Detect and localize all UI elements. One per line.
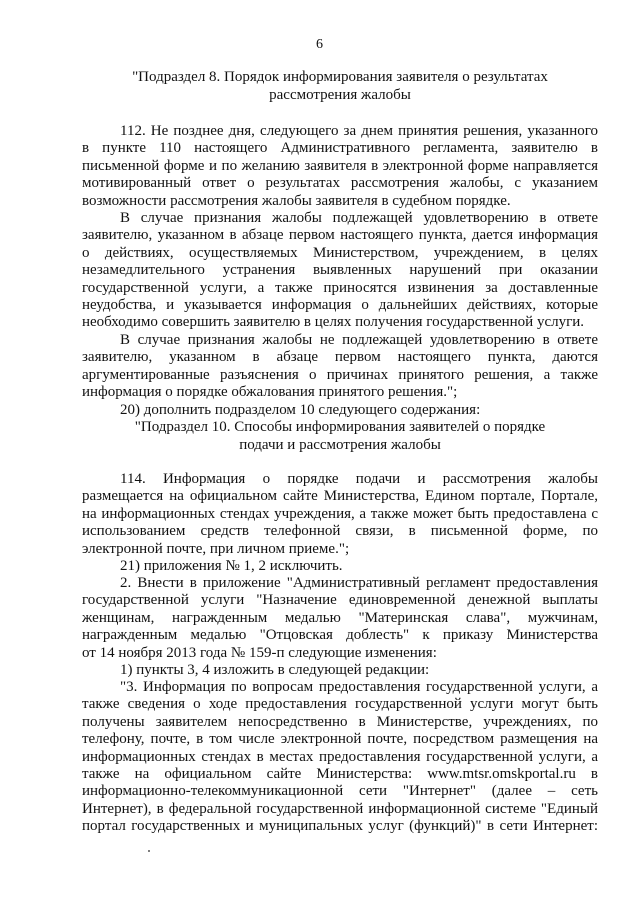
text-line: заявителю, указанном в абзаце первом настоящего пункта, даются <box>82 349 598 366</box>
text-line: 2. Внести в приложение "Административный регламент предоставления <box>120 575 598 591</box>
item-1-points <box>82 662 598 679</box>
text-line: незамедлительного устранения выявленных нарушений при оказании <box>82 262 598 279</box>
heading-line: подачи и рассмотрения жалобы <box>239 436 441 453</box>
text-line: государственной услуги "Назначение единовременной денежной выплаты <box>82 592 598 609</box>
text-line: мотивированный ответ о результатах рассмотрения жалобы, с указанием <box>82 175 598 192</box>
text-line: размещается на официальном сайте Министерства, Едином портале, Портале, <box>82 488 598 505</box>
heading-line: рассмотрения жалобы <box>269 86 411 103</box>
text-line: награжденным медалью "Отцовская доблесть" к приказу Министерства <box>82 627 598 644</box>
text-line: портал государственных и муниципальных услуг (функций)" в сети Интернет: <box>82 818 598 835</box>
scan-dot <box>148 850 150 852</box>
text-line: получены заявителем непосредственно в Министерстве, учреждениях, по <box>82 713 598 730</box>
text-line: в пункте 110 настоящего Административного регламента, заявителю в <box>82 140 598 157</box>
text-line: неудобства, и указывается информация о дальнейших действиях, которые <box>82 296 598 313</box>
text-line: заявителю, указанном в абзаце первом настоящего пункта, дается информация <box>82 227 598 244</box>
subsection-8-heading <box>82 69 598 104</box>
paragraph-114 <box>82 471 598 558</box>
text-line: необходимо совершить заявителю в целях получения государственной услуги. <box>82 314 585 331</box>
text-line: также на официальном сайте Министерства: www.mtsr.omskportal.ru в <box>82 765 598 782</box>
text-line: информационных стендах в местах предоставления государственной услуги, а <box>82 748 598 765</box>
paragraph-rejected-complaint <box>82 332 598 402</box>
subsection-10-heading <box>82 419 598 454</box>
text-line: В случае признания жалобы не подлежащей удовлетворению в ответе <box>120 332 598 348</box>
text-line: возможности рассмотрения жалобы заявителя в судебном порядке. <box>82 192 511 209</box>
text-line: информационно-телекоммуникационной сети "Интернет" (далее – сеть <box>82 783 598 800</box>
item-2 <box>82 575 598 662</box>
heading-line: "Подраздел 10. Способы информирования заявителей о порядке <box>134 419 546 435</box>
text-line: В случае признания жалобы подлежащей удовлетворению в ответе <box>120 210 598 226</box>
text-line: электронной почте, при личном приеме."; <box>82 540 350 557</box>
text-line: "3. Информация по вопросам предоставления государственной услуги, а <box>120 679 598 695</box>
text-line: телефону, почте, в том числе электронной почте, посредством размещения на <box>82 731 598 748</box>
paragraph-112 <box>82 123 598 210</box>
text-line: на информационных стендах учреждения, а также может быть предоставлена с <box>82 505 598 522</box>
text-line: женщинам, награжденным медалью "Материнская слава", мужчинам, <box>82 609 598 626</box>
text-line: о действиях, осуществляемых Министерством, учреждением, в целях <box>82 244 598 261</box>
text-line: 20) дополнить подразделом 10 следующего содержания: <box>120 402 481 418</box>
text-line: использованием средств телефонной связи, в письменной форме, по <box>82 523 598 540</box>
text-line: письменной форме и по желанию заявителя в электронной форме направляется <box>82 157 598 174</box>
heading-line: "Подраздел 8. Порядок информирования заявителя о результатах <box>132 69 548 85</box>
text-line: информация о порядке обжалования принятого решения."; <box>82 384 458 401</box>
text-line: аргументированные разъяснения о причинах принятого решения, а также <box>82 366 598 383</box>
paragraph-satisfied-complaint <box>82 210 598 332</box>
paragraph-3 <box>82 679 598 836</box>
text-line: от 14 ноября 2013 года № 159-п следующие изменения: <box>82 644 437 661</box>
page-number: 6 <box>316 37 323 52</box>
text-line: также сведения о ходе предоставления государственной услуги могут быть <box>82 696 598 713</box>
text-line: 114. Информация о порядке подачи и рассмотрения жалобы <box>120 471 598 487</box>
text-line: государственной услуги, а также приносятся извинения за доставленные <box>82 279 598 296</box>
text-line: 1) пункты 3, 4 изложить в следующей редакции: <box>120 662 430 678</box>
item-20 <box>82 402 598 419</box>
text-line: 112. Не позднее дня, следующего за днем принятия решения, указанного <box>120 123 598 139</box>
text-line: Интернет), в федеральной государственной информационной системе "Единый <box>82 800 598 817</box>
text-line: 21) приложения № 1, 2 исключить. <box>120 558 343 574</box>
item-21 <box>82 558 598 575</box>
